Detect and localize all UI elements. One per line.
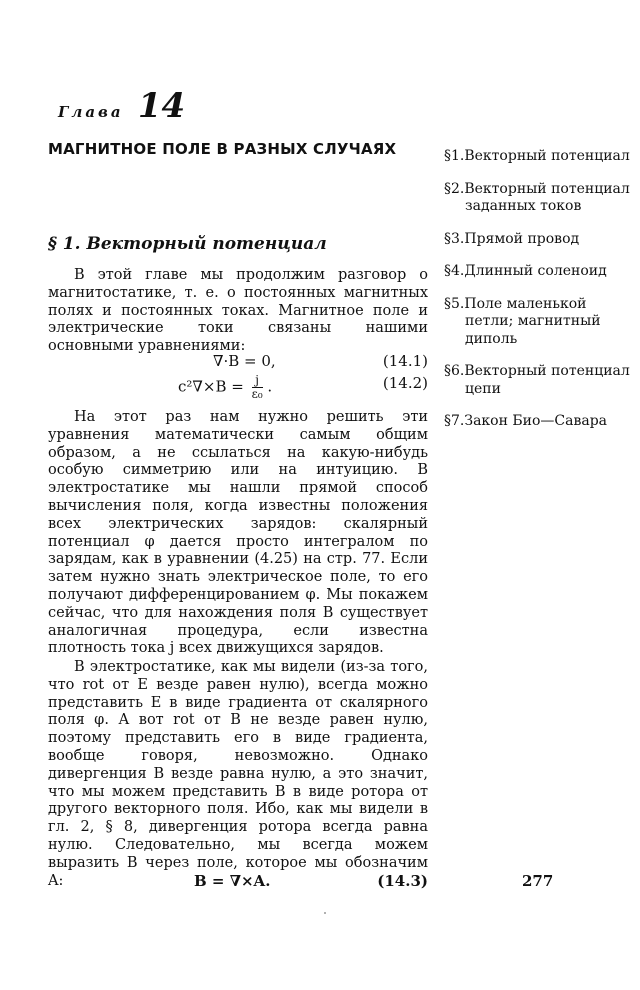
- chapter-contents-sidebar: [444, 148, 634, 446]
- equation-expression: ∇·B = 0,: [213, 352, 276, 370]
- chapter-heading: [58, 86, 185, 126]
- equation-expression: [178, 374, 272, 401]
- toc-item-1: §1.Векторный потенциал: [444, 148, 630, 164]
- toc-item-5: §5.Поле маленькой петли; магнитный диполь: [444, 295, 601, 347]
- fraction-numerator: j: [255, 373, 259, 387]
- toc-item-2: §2.Векторный потенциал заданных токов: [444, 180, 630, 214]
- fraction-denominator: ε₀: [251, 387, 263, 401]
- scan-speck: [324, 912, 326, 914]
- equation-tail: .: [267, 377, 273, 396]
- chapter-number: 14: [137, 86, 186, 126]
- equation-number: (14.3): [377, 872, 428, 890]
- equation-number: (14.1): [382, 352, 428, 370]
- equation-expression: B = ∇×A.: [194, 872, 271, 890]
- equation-lhs: c²∇×B =: [178, 377, 244, 396]
- section-title: § 1. Векторный потенциал: [48, 234, 327, 254]
- equation-14-2: [48, 374, 428, 408]
- toc-item-3: §3.Прямой провод: [444, 230, 580, 247]
- chapter-title: МАГНИТНОЕ ПОЛЕ В РАЗНЫХ СЛУЧАЯХ: [48, 140, 397, 158]
- equation-number: (14.2): [382, 374, 428, 392]
- paragraph-general-solution: На этот раз нам нужно решить эти уравнения математически самым общим образом, а не ссылаться на какую-нибудь особую симметрию или на интуицию. В электростатике мы нашли прямой способ вычисления поля, когда известны положения всех электрических зарядов: скалярный потенциал φ дается просто интегралом по зарядам, как в уравнении (4.25) на стр. 77. Если затем нужно знать электрическое поле, то его получают дифференцированием φ. Мы покажем сейчас, что для нахождения поля B существует аналогичная процедура, если известна плотность тока j всех движущихся зарядов.: [48, 409, 428, 657]
- chapter-label: Глава: [58, 103, 124, 121]
- paragraph-vector-potential: В электростатике, как мы видели (из-за того, что rot от E везде равен нулю), всегда можно представить E в виде градиента от скалярного поля φ. А вот rot от B не везде равен нулю, поэтому представить его в виде градиента, вообще говоря, невозможно. Однако дивергенция B везде равна нулю, а это значит, что мы можем представить B в виде ротора от другого векторного поля. Ибо, как мы видели в гл. 2, § 8, дивергенция ротора всегда равна нулю. Следовательно, мы всегда можем выразить B через поле, которое мы обозначим A:: [48, 659, 428, 889]
- toc-item-7: §7.Закон Био—Савара: [444, 413, 608, 429]
- paragraph-intro: В этой главе мы продолжим разговор о магнитостатике, т. е. о постоянных магнитных полях и постоянных токах. Магнитное поле и электрические токи связаны нашими основными уравнениями:: [48, 267, 428, 355]
- toc-item-6: §6.Векторный потенциал цепи: [444, 363, 630, 397]
- page-number: 277: [522, 872, 554, 890]
- equation-fraction: [252, 374, 263, 401]
- toc-item-4: §4.Длинный соленоид: [444, 263, 607, 279]
